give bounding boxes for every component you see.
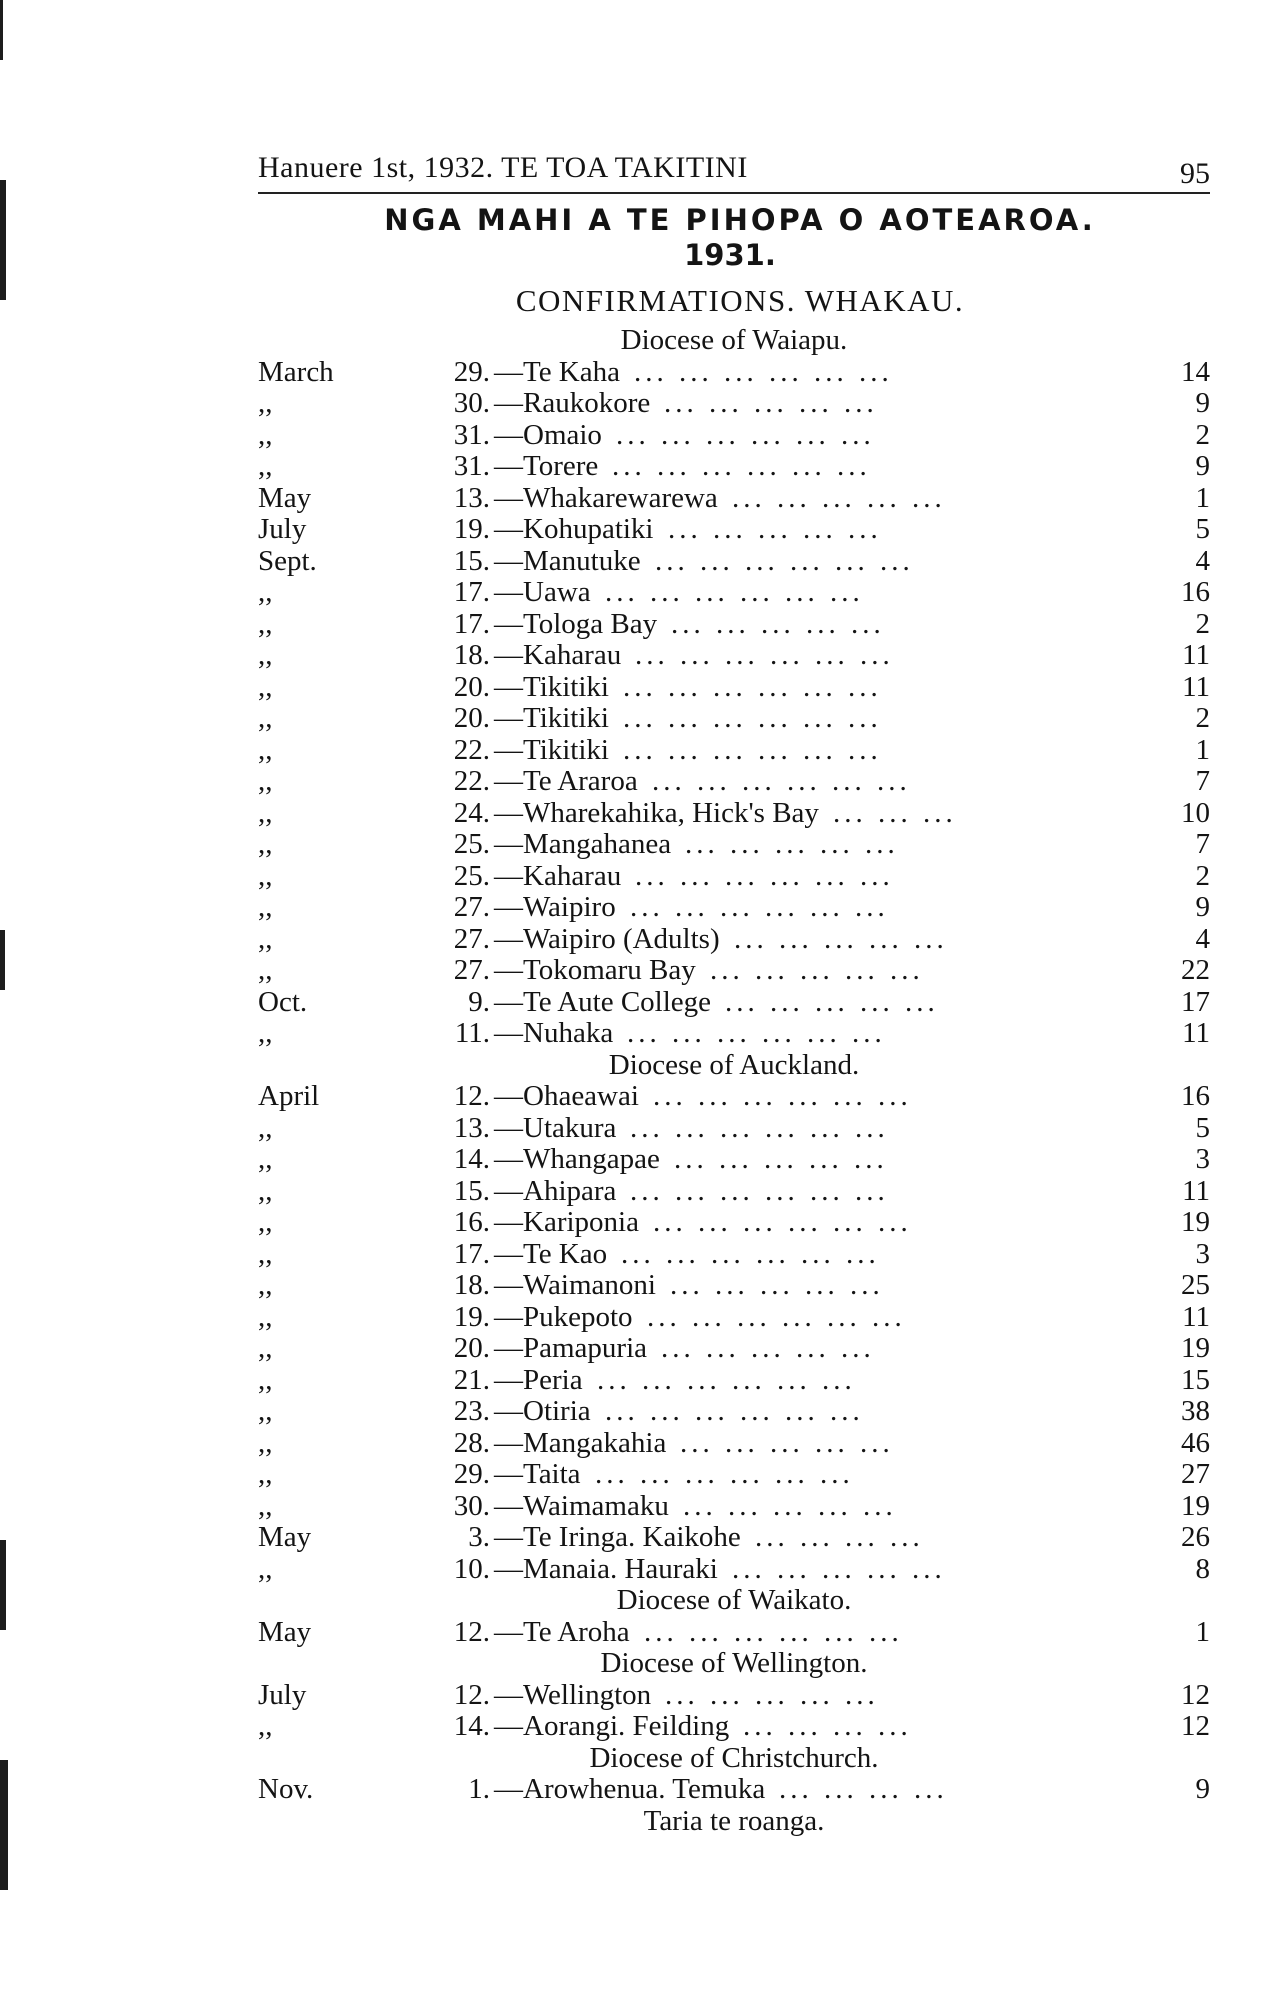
entry-month: ,,: [258, 1269, 273, 1301]
entry-month: Oct.: [258, 985, 308, 1018]
dot-leader: ... ... ... ... ... ...: [652, 765, 911, 797]
confirmation-list: [258, 325, 1210, 1837]
entry-count: 27: [1181, 1458, 1210, 1490]
dot-leader: ... ... ... ... ... ...: [623, 702, 882, 734]
entry-count: 38: [1181, 1395, 1210, 1427]
entry-count: 3: [1195, 1237, 1210, 1270]
entry-count: 19: [1181, 1206, 1210, 1238]
entry-month: ,,: [258, 1710, 273, 1742]
entry-day: 31.: [453, 418, 490, 451]
entry-count: 2: [1195, 702, 1210, 734]
entry-place: —Waimanoni: [494, 1269, 656, 1301]
dot-leader: ... ... ... ... ... ...: [623, 670, 882, 703]
entry-count: 5: [1195, 513, 1210, 545]
entry-place: —Tikitiki: [494, 670, 609, 703]
entry-month: ,,: [258, 1174, 273, 1207]
entry-place: —Whakarewarewa: [494, 481, 718, 514]
page-subtitle: CONFIRMATIONS. WHAKAU.: [515, 283, 965, 318]
entry-month: ,,: [258, 418, 273, 451]
confirmation-entry: [258, 451, 1210, 483]
entry-month: Nov.: [258, 1773, 314, 1805]
entry-count: 1: [1195, 733, 1210, 766]
entry-month: ,,: [258, 450, 273, 482]
entry-place: —Arowhenua. Temuka: [494, 1773, 766, 1805]
confirmation-entry: [258, 1018, 1210, 1050]
entry-month: July: [258, 513, 307, 545]
dot-leader: ... ... ... ... ...: [710, 954, 924, 986]
dot-leader: ... ... ... ... ... ...: [627, 1017, 886, 1049]
entry-month: ,,: [258, 702, 273, 734]
entry-place: —Otiria: [494, 1395, 591, 1427]
dot-leader: ... ... ... ... ...: [670, 1269, 884, 1301]
entry-month: ,,: [258, 576, 273, 608]
entry-count: 9: [1195, 1773, 1210, 1805]
entry-count: 17: [1181, 985, 1210, 1018]
entry-place: —Nuhaka: [494, 1017, 614, 1049]
entry-place: —Raukokore: [494, 387, 651, 419]
confirmation-entry: [258, 1113, 1210, 1145]
diocese-heading: [258, 1585, 1210, 1617]
confirmation-entry: [258, 1554, 1210, 1586]
dot-leader: ... ... ... ... ... ...: [595, 1458, 854, 1490]
dot-leader: ... ... ... ... ... ...: [616, 418, 875, 451]
entry-place: —Te Aroha: [494, 1615, 630, 1648]
entry-place: —Kariponia: [494, 1206, 639, 1238]
entry-month: ,,: [258, 733, 273, 766]
confirmation-entry: [258, 1680, 1210, 1712]
dot-leader: ... ... ... ... ... ...: [634, 355, 893, 388]
entry-place: —Tikitiki: [494, 733, 609, 766]
entry-day: 20.: [453, 702, 490, 734]
dot-leader: ... ... ... ... ... ...: [597, 1363, 856, 1396]
entry-day: 21.: [453, 1363, 490, 1396]
entry-day: 12.: [453, 1678, 490, 1711]
entry-count: 11: [1182, 1017, 1210, 1049]
confirmation-entry: [258, 672, 1210, 704]
entry-day: 27.: [453, 922, 490, 955]
entry-count: 2: [1195, 607, 1210, 640]
entry-month: July: [258, 1678, 307, 1711]
confirmation-entry: [258, 546, 1210, 578]
entry-count: 11: [1182, 1174, 1210, 1207]
entry-count: 3: [1195, 1143, 1210, 1175]
entry-month: ,,: [258, 607, 273, 640]
dot-leader: ... ... ... ... ...: [668, 513, 882, 545]
confirmation-entry: [258, 735, 1210, 767]
dot-leader: ... ... ... ... ... ...: [605, 576, 864, 608]
entry-day: 30.: [453, 387, 490, 419]
entry-day: 14.: [453, 1710, 490, 1742]
diocese-heading-text: Diocese of Waiapu.: [620, 324, 848, 356]
entry-count: 5: [1195, 1111, 1210, 1144]
entry-count: 11: [1182, 1300, 1210, 1333]
entry-day: 17.: [453, 607, 490, 640]
dot-leader: ... ... ... ... ... ...: [630, 1174, 889, 1207]
diocese-heading-text: Diocese of Wellington.: [600, 1647, 868, 1679]
entry-day: 24.: [453, 796, 490, 829]
confirmation-entry: [258, 798, 1210, 830]
dot-leader: ... ... ... ... ...: [683, 1489, 897, 1522]
dot-leader: ... ... ... ... ... ...: [630, 891, 889, 923]
entry-place: —Peria: [494, 1363, 583, 1396]
entry-month: Sept.: [258, 544, 317, 577]
scan-edge-mark: [0, 180, 6, 300]
confirmation-entry: [258, 1207, 1210, 1239]
entry-day: 27.: [453, 891, 490, 923]
scan-edge-mark: [0, 1760, 8, 1890]
entry-day: 22.: [453, 733, 490, 766]
entry-place: —Ohaeawai: [494, 1080, 639, 1112]
dot-leader: ... ... ... ... ... ...: [605, 1395, 864, 1427]
entry-day: 15.: [453, 1174, 490, 1207]
confirmation-entry: [258, 703, 1210, 735]
confirmation-entry: [258, 1617, 1210, 1649]
entry-place: —Wellington: [494, 1678, 652, 1711]
entry-count: 8: [1195, 1552, 1210, 1585]
confirmation-entry: [258, 892, 1210, 924]
dot-leader: ... ... ...: [833, 796, 957, 829]
entry-count: 11: [1182, 670, 1210, 703]
entry-count: 25: [1181, 1269, 1210, 1301]
entry-place: —Waimamaku: [494, 1489, 669, 1522]
confirmation-entry: [258, 924, 1210, 956]
entry-day: 3.: [468, 1521, 490, 1553]
entry-month: ,,: [258, 1143, 273, 1175]
entry-count: 4: [1195, 544, 1210, 577]
entry-place: —Taita: [494, 1458, 581, 1490]
entry-day: 19.: [453, 513, 490, 545]
header-title: Hanuere 1st, 1932. TE TOA TAKITINI: [258, 151, 748, 184]
entry-month: ,,: [258, 1237, 273, 1270]
entry-month: ,,: [258, 387, 273, 419]
dot-leader: ... ... ... ... ... ...: [623, 733, 882, 766]
entry-place: —Torere: [494, 450, 599, 482]
entry-place: —Mangahanea: [494, 828, 672, 860]
entry-day: 18.: [453, 1269, 490, 1301]
dot-leader: ... ... ... ... ...: [665, 1678, 879, 1711]
entry-day: 25.: [453, 828, 490, 860]
dot-leader: ... ... ... ... ...: [734, 922, 948, 955]
dot-leader: ... ... ... ... ... ...: [653, 1080, 912, 1112]
confirmation-entry: [258, 1081, 1210, 1113]
entry-place: —Utakura: [494, 1111, 617, 1144]
confirmation-entry: [258, 766, 1210, 798]
entry-day: 14.: [453, 1143, 490, 1175]
entry-month: May: [258, 1615, 312, 1648]
entry-month: ,,: [258, 1017, 273, 1049]
entry-day: 17.: [453, 1237, 490, 1270]
entry-month: ,,: [258, 1489, 273, 1522]
entry-place: —Pamapuria: [494, 1332, 648, 1364]
dot-leader: ... ... ... ... ... ...: [635, 639, 894, 671]
entry-place: —Omaio: [494, 418, 602, 451]
confirmation-entry: [258, 1239, 1210, 1271]
confirmation-entry: [258, 514, 1210, 546]
confirmation-entry: [258, 609, 1210, 641]
scan-edge-mark: [0, 0, 3, 60]
entry-month: ,,: [258, 922, 273, 955]
diocese-heading-text: Diocese of Christchurch.: [589, 1741, 879, 1774]
entry-day: 29.: [453, 355, 490, 388]
diocese-heading: [258, 1648, 1210, 1680]
entry-place: —Aorangi. Feilding: [494, 1710, 730, 1742]
entry-month: April: [258, 1080, 320, 1112]
diocese-heading-text: Diocese of Waikato.: [616, 1584, 852, 1616]
dot-leader: ... ... ... ... ... ...: [644, 1615, 903, 1648]
entry-day: 31.: [453, 450, 490, 482]
entry-count: 7: [1195, 828, 1210, 860]
entry-month: ,,: [258, 1426, 273, 1459]
entry-day: 13.: [453, 1111, 490, 1144]
entry-place: —Te Aute College: [494, 985, 712, 1018]
diocese-heading: [258, 1743, 1210, 1775]
entry-count: 4: [1195, 922, 1210, 955]
entry-month: ,,: [258, 670, 273, 703]
entry-day: 11.: [454, 1017, 490, 1049]
confirmation-entry: [258, 1459, 1210, 1491]
confirmation-entry: [258, 1396, 1210, 1428]
dot-leader: ... ... ... ... ...: [664, 387, 878, 419]
entry-day: 12.: [453, 1615, 490, 1648]
entry-count: 16: [1181, 576, 1210, 608]
page-year: 1931.: [684, 238, 776, 272]
confirmation-entry: [258, 1491, 1210, 1523]
entry-month: ,,: [258, 1552, 273, 1585]
entry-day: 9.: [468, 985, 490, 1018]
dot-leader: ... ... ... ... ...: [661, 1332, 875, 1364]
entry-month: ,,: [258, 859, 273, 892]
dot-leader: ... ... ... ... ...: [674, 1143, 888, 1175]
entry-place: —Ahipara: [494, 1174, 617, 1207]
confirmation-entry: [258, 829, 1210, 861]
entry-month: May: [258, 1521, 312, 1553]
confirmation-entry: [258, 1270, 1210, 1302]
dot-leader: ... ... ... ... ... ...: [621, 1237, 880, 1270]
dot-leader: ... ... ... ... ...: [732, 481, 946, 514]
entry-day: 19.: [453, 1300, 490, 1333]
entry-count: 16: [1181, 1080, 1210, 1112]
entry-day: 10.: [453, 1552, 490, 1585]
dot-leader: ... ... ... ... ... ...: [635, 859, 894, 892]
diocese-heading-text: Diocese of Auckland.: [608, 1048, 860, 1081]
entry-month: May: [258, 481, 312, 514]
entry-count: 22: [1181, 954, 1210, 986]
dot-leader: ... ... ... ... ... ...: [653, 1206, 912, 1238]
page-title: NGA MAHI A TE PIHOPA O AOTEAROA.: [384, 203, 1096, 237]
entry-day: 22.: [453, 765, 490, 797]
confirmation-entry: [258, 483, 1210, 515]
entry-count: 9: [1195, 891, 1210, 923]
continued-note-text: Taria te roanga.: [643, 1804, 825, 1837]
entry-count: 26: [1181, 1521, 1210, 1553]
dot-leader: ... ... ... ... ...: [685, 828, 899, 860]
entry-place: —Kaharau: [494, 639, 622, 671]
entry-day: 20.: [453, 670, 490, 703]
entry-month: ,,: [258, 796, 273, 829]
entry-count: 10: [1181, 796, 1210, 829]
entry-day: 30.: [453, 1489, 490, 1522]
entry-place: —Te Araroa: [494, 765, 638, 797]
dot-leader: ... ... ... ...: [743, 1710, 912, 1742]
entry-place: —Waipiro (Adults): [494, 922, 720, 955]
entry-day: 18.: [453, 639, 490, 671]
confirmation-entry: [258, 987, 1210, 1019]
entry-place: —Kaharau: [494, 859, 622, 892]
entry-day: 28.: [453, 1426, 490, 1459]
diocese-heading: [258, 325, 1210, 357]
entry-month: ,,: [258, 954, 273, 986]
entry-day: 29.: [453, 1458, 490, 1490]
confirmation-entry: [258, 640, 1210, 672]
diocese-heading: [258, 1050, 1210, 1082]
entry-day: 15.: [453, 544, 490, 577]
entry-month: ,,: [258, 891, 273, 923]
scan-edge-mark: [0, 930, 5, 990]
entry-place: —Tologa Bay: [494, 607, 658, 640]
dot-leader: ... ... ... ... ...: [732, 1552, 946, 1585]
entry-month: ,,: [258, 828, 273, 860]
entry-place: —Tikitiki: [494, 702, 609, 734]
confirmation-entry: [258, 861, 1210, 893]
dot-leader: ... ... ... ... ... ...: [612, 450, 871, 482]
entry-month: ,,: [258, 1206, 273, 1238]
entry-place: —Wharekahika, Hick's Bay: [494, 796, 819, 829]
entry-count: 14: [1181, 355, 1210, 388]
entry-place: —Manaia. Hauraki: [494, 1552, 718, 1585]
entry-place: —Pukepoto: [494, 1300, 633, 1333]
confirmation-entry: [258, 388, 1210, 420]
entry-month: ,,: [258, 1458, 273, 1490]
dot-leader: ... ... ... ... ...: [725, 985, 939, 1018]
entry-month: ,,: [258, 1395, 273, 1427]
entry-place: —Tokomaru Bay: [494, 954, 696, 986]
confirmation-entry: [258, 1711, 1210, 1743]
entry-place: —Whangapae: [494, 1143, 660, 1175]
entry-day: 20.: [453, 1332, 490, 1364]
dot-leader: ... ... ... ... ... ...: [630, 1111, 889, 1144]
confirmation-entry: [258, 955, 1210, 987]
confirmation-entry: [258, 1144, 1210, 1176]
confirmation-entry: [258, 1176, 1210, 1208]
entry-day: 23.: [453, 1395, 490, 1427]
entry-day: 27.: [453, 954, 490, 986]
confirmation-entry: [258, 1428, 1210, 1460]
confirmation-entry: [258, 1302, 1210, 1334]
confirmation-entry: [258, 1522, 1210, 1554]
entry-month: ,,: [258, 639, 273, 671]
dot-leader: ... ... ... ... ... ...: [655, 544, 914, 577]
entry-count: 9: [1195, 450, 1210, 482]
entry-day: 12.: [453, 1080, 490, 1112]
dot-leader: ... ... ... ... ...: [671, 607, 885, 640]
confirmation-entry: [258, 1333, 1210, 1365]
page-number: 95: [1180, 157, 1210, 190]
entry-day: 16.: [453, 1206, 490, 1238]
entry-count: 2: [1195, 859, 1210, 892]
confirmation-entry: [258, 1365, 1210, 1397]
entry-place: —Manutuke: [494, 544, 641, 577]
dot-leader: ... ... ... ...: [755, 1521, 924, 1553]
entry-month: ,,: [258, 1111, 273, 1144]
entry-day: 13.: [453, 481, 490, 514]
entry-place: —Waipiro: [494, 891, 616, 923]
entry-month: ,,: [258, 1332, 273, 1364]
running-header: [258, 150, 1210, 194]
entry-count: 12: [1181, 1678, 1210, 1711]
confirmation-entry: [258, 577, 1210, 609]
entry-month: ,,: [258, 1363, 273, 1396]
entry-day: 17.: [453, 576, 490, 608]
entry-count: 11: [1182, 639, 1210, 671]
entry-count: 1: [1195, 1615, 1210, 1648]
dot-leader: ... ... ... ... ...: [680, 1426, 894, 1459]
entry-day: 1.: [468, 1773, 490, 1805]
entry-day: 25.: [453, 859, 490, 892]
entry-count: 12: [1181, 1710, 1210, 1742]
dot-leader: ... ... ... ... ... ...: [647, 1300, 906, 1333]
confirmation-entry: [258, 357, 1210, 389]
entry-place: —Te Kao: [494, 1237, 608, 1270]
entry-place: —Te Iringa. Kaikohe: [494, 1521, 741, 1553]
confirmation-entry: [258, 1774, 1210, 1806]
entry-count: 19: [1181, 1332, 1210, 1364]
entry-count: 46: [1181, 1426, 1210, 1459]
entry-month: March: [258, 355, 334, 388]
entry-count: 2: [1195, 418, 1210, 451]
entry-count: 7: [1195, 765, 1210, 797]
entry-place: —Kohupatiki: [494, 513, 654, 545]
entry-place: —Te Kaha: [494, 355, 620, 388]
entry-count: 9: [1195, 387, 1210, 419]
entry-month: ,,: [258, 765, 273, 797]
dot-leader: ... ... ... ...: [779, 1773, 948, 1805]
entry-place: —Uawa: [494, 576, 591, 608]
continued-note: [258, 1806, 1210, 1838]
entry-count: 19: [1181, 1489, 1210, 1522]
entry-place: —Mangakahia: [494, 1426, 667, 1459]
entry-count: 1: [1195, 481, 1210, 514]
confirmation-entry: [258, 420, 1210, 452]
entry-count: 15: [1181, 1363, 1210, 1396]
scan-edge-mark: [0, 1540, 6, 1630]
entry-month: ,,: [258, 1300, 273, 1333]
